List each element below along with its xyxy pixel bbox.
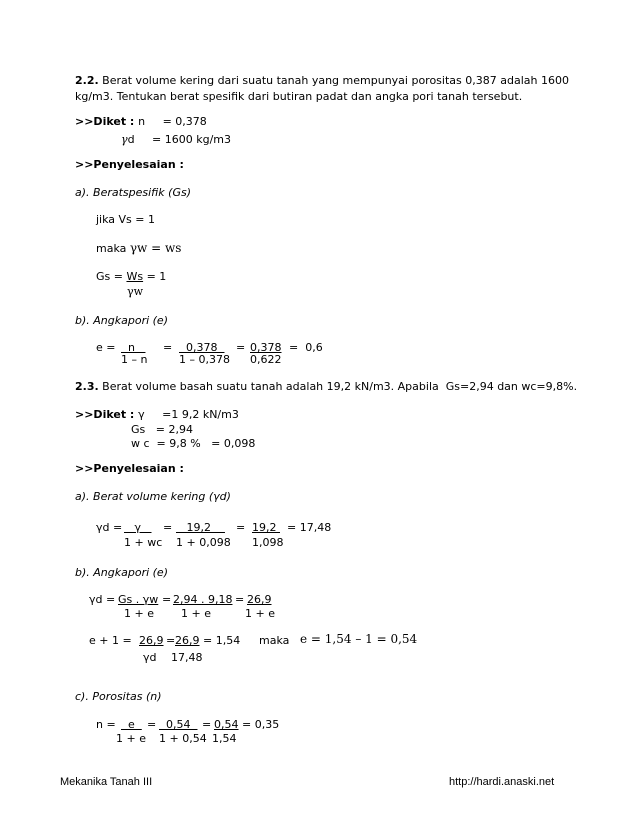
- problem-2-2-line1: 2.2. Berat volume kering dari suatu tanah yang mempunyai porositas 0,387 adalah 1600: [75, 74, 569, 87]
- n-eq-1: =: [147, 718, 157, 731]
- problem-2-2-line2: kg/m3. Tentukan berat spesifik dari butiran padat dan angka pori tanah tersebut.: [75, 90, 523, 103]
- gd-lhs: γd =: [96, 521, 123, 534]
- gd-frac2-den: 1 + 0,098: [176, 536, 231, 549]
- n-frac2-den: 1 + 0,54: [159, 732, 207, 745]
- e1-frac1-den: γd: [143, 651, 157, 664]
- n-result: = 0,35: [242, 718, 280, 731]
- ep-frac3-den: 1 + e: [245, 607, 275, 620]
- e1-frac2-den: 17,48: [171, 651, 203, 664]
- subheading-berat-volume-kering: a). Berat volume kering (γd): [75, 490, 231, 503]
- n-frac1-den: 1 + e: [116, 732, 146, 745]
- n-lhs: n =: [96, 718, 116, 731]
- footer-website-link[interactable]: http://hardi.anaski.net: [449, 776, 555, 788]
- ep-frac1-den: 1 + e: [124, 607, 154, 620]
- gs-step-1: jika Vs = 1: [96, 213, 155, 226]
- gd-frac2-num: 19,2: [176, 521, 225, 534]
- subheading-angkapori-2: b). Angkapori (e): [75, 566, 168, 579]
- n-frac1-num: e: [121, 718, 142, 731]
- gd-frac1-den: 1 + wc: [124, 536, 163, 549]
- e-eq-2: =: [236, 341, 246, 354]
- ep-frac1-num: Gs . γw: [118, 593, 159, 606]
- gd-frac3-den: 1,098: [252, 536, 284, 549]
- n-frac3-num: 0,54: [214, 718, 239, 731]
- e1-eq-1: =: [166, 634, 176, 647]
- e-final-result: e = 1,54 – 1 = 0,54: [300, 632, 418, 646]
- footer-course-title: Mekanika Tanah III: [60, 776, 153, 788]
- e1-frac1-num: 26,9: [139, 634, 164, 647]
- e-frac3-num: 0,378: [250, 341, 282, 354]
- n-eq-2: =: [202, 718, 212, 731]
- subheading-porositas: c). Porositas (n): [75, 690, 162, 703]
- diket-2-3-row1: >>Diket : γ =1 9,2 kN/m3: [75, 408, 239, 421]
- diket-2-2-row2: γd = 1600 kg/m3: [121, 133, 232, 146]
- maka-label: maka: [259, 634, 290, 647]
- diket-2-3-row3: w c = 9,8 % = 0,098: [131, 437, 256, 450]
- gd-eq-1: =: [163, 521, 173, 534]
- e-eq-1: =: [163, 341, 173, 354]
- n-frac3-den: 1,54: [212, 732, 237, 745]
- gd-result: = 17,48: [287, 521, 332, 534]
- problem-2-3-line1: 2.3. Berat volume basah suatu tanah adalah 19,2 kN/m3. Apabila Gs=2,94 dan wc=9,8%.: [75, 380, 578, 393]
- gs-step-3: Gs = Ws = 1: [96, 270, 167, 283]
- gs-step-2: maka γw = ws: [96, 241, 182, 255]
- diket-2-3-row2: Gs = 2,94: [131, 423, 193, 436]
- e-frac2-num: 0,378: [179, 341, 225, 354]
- subheading-angkapori-1: b). Angkapori (e): [75, 314, 168, 327]
- ep-eq-1: =: [162, 593, 172, 606]
- e1-result: = 1,54: [203, 634, 241, 647]
- e1-frac2-num: 26,9: [175, 634, 200, 647]
- gd-frac3-num: 19,2: [252, 521, 280, 534]
- n-frac2-num: 0,54: [159, 718, 198, 731]
- penyelesaian-heading-2: >>Penyelesaian :: [75, 462, 184, 475]
- gd-eq-2: =: [236, 521, 246, 534]
- gd-frac1-num: γ: [124, 521, 152, 534]
- e-lhs: e =: [96, 341, 116, 354]
- e-frac3-den: 0,622: [250, 353, 282, 366]
- ep-eq-2: =: [235, 593, 245, 606]
- diket-2-2-row1: >>Diket : n = 0,378: [75, 115, 207, 128]
- ep-frac2-den: 1 + e: [181, 607, 211, 620]
- ep-lhs: γd =: [89, 593, 116, 606]
- e-frac1-den: 1 – n: [121, 353, 148, 366]
- subheading-gs: a). Beratspesifik (Gs): [75, 186, 191, 199]
- ep-frac2-num: 2,94 . 9,18: [173, 593, 233, 606]
- e1-lhs: e + 1 =: [89, 634, 132, 647]
- e-frac2-den: 1 – 0,378: [179, 353, 230, 366]
- e-frac1-num: n: [121, 341, 146, 354]
- e-result: = 0,6: [289, 341, 323, 354]
- ep-frac3-num: 26,9: [247, 593, 272, 606]
- gs-denominator: γw: [127, 285, 143, 298]
- penyelesaian-heading-1: >>Penyelesaian :: [75, 158, 184, 171]
